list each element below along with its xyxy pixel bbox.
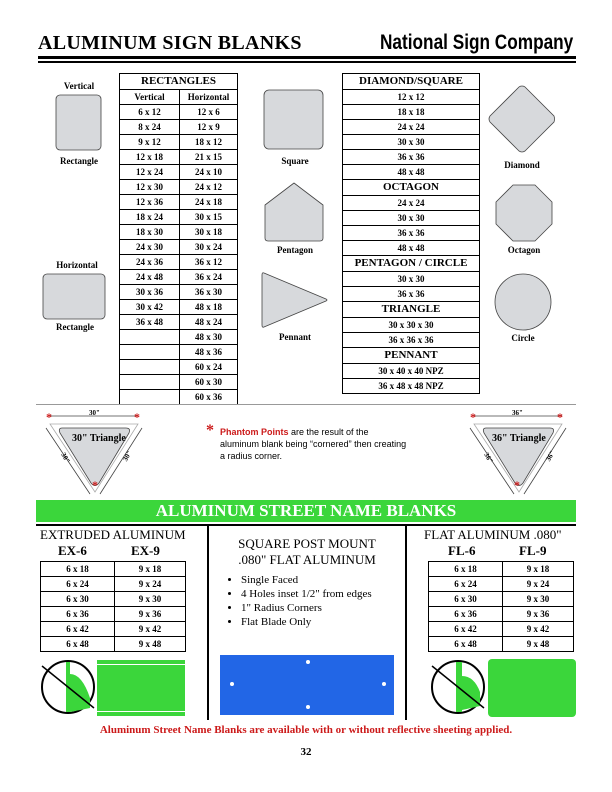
triangle-36-label: 36" Triangle [492, 433, 546, 444]
shape-size: 36 x 36 [343, 226, 480, 241]
size-6: 6 x 36 [41, 607, 115, 622]
table-row [429, 622, 574, 637]
triangle-36-right-dim: 36" [544, 449, 557, 463]
vertical-rectangle-label: Rectangle [60, 156, 98, 166]
table-row [120, 210, 238, 225]
horizontal-rectangle-icon [42, 273, 106, 321]
triangle-30-label: 30" Triangle [72, 433, 126, 444]
horizontal-rectangle-label: Rectangle [56, 322, 94, 332]
group-header-row [343, 302, 480, 318]
flat-profile-icon [430, 658, 486, 716]
table-row [120, 225, 238, 240]
table-row [41, 637, 186, 652]
rectangles-title: RECTANGLES [120, 74, 238, 90]
section-divider [36, 404, 576, 405]
triangle-36-left-dim: 36" [482, 451, 495, 465]
table-row [429, 592, 574, 607]
phantom-point-marker: * [514, 478, 520, 492]
pennant-icon [260, 271, 330, 329]
table-row [120, 285, 238, 300]
table-row [120, 180, 238, 195]
pentagon-icon [262, 181, 326, 243]
page-title: ALUMINUM SIGN BLANKS [38, 32, 302, 54]
table-row [120, 165, 238, 180]
table-row [41, 592, 186, 607]
table-row [41, 562, 186, 577]
vertical-label: Vertical [63, 81, 95, 91]
table-row [343, 318, 480, 333]
extruded-title: EXTRUDED ALUMINUM [40, 527, 186, 542]
horizontal-size: 24 x 18 [180, 195, 238, 210]
horizontal-size: 48 x 18 [180, 300, 238, 315]
horizontal-size: 36 x 30 [180, 285, 238, 300]
size-6: 6 x 48 [41, 637, 115, 652]
horizontal-size: 60 x 36 [180, 390, 238, 405]
octagon-icon [494, 183, 554, 243]
horizontal-size: 60 x 30 [180, 375, 238, 390]
vertical-size: 12 x 24 [120, 165, 180, 180]
vertical-size: 24 x 30 [120, 240, 180, 255]
post-features [225, 574, 405, 630]
diamond-icon [487, 84, 557, 154]
vertical-size: 30 x 36 [120, 285, 180, 300]
table-row [429, 637, 574, 652]
horizontal-size: 30 x 15 [180, 210, 238, 225]
vertical-size: 12 x 30 [120, 180, 180, 195]
table-row [343, 135, 480, 150]
group-header-row [343, 348, 480, 364]
vertical-size: 24 x 48 [120, 270, 180, 285]
vertical-size [120, 375, 180, 390]
post-mount-blank-icon [220, 655, 394, 715]
feature-item: • Flat Blade Only [241, 616, 405, 628]
column-divider [405, 524, 407, 720]
table-row [120, 240, 238, 255]
horizontal-size: 12 x 6 [180, 105, 238, 120]
table-row [343, 120, 480, 135]
phantom-point-marker: * [557, 410, 563, 424]
horizontal-size: 30 x 24 [180, 240, 238, 255]
horizontal-label: Horizontal [56, 260, 98, 270]
table-row [120, 120, 238, 135]
circle-icon [493, 272, 553, 332]
horizontal-size: 21 x 15 [180, 150, 238, 165]
table-row [343, 150, 480, 165]
flat-title: FLAT ALUMINUM .080" [424, 527, 562, 542]
horizontal-size: 48 x 30 [180, 330, 238, 345]
table-row [120, 375, 238, 390]
phantom-text: are the result of the aluminum blank being “cornered” then creating a radius corner. [220, 427, 407, 461]
shape-size: 36 x 36 [343, 150, 480, 165]
size-9: 9 x 48 [115, 637, 186, 652]
shape-size: 24 x 24 [343, 196, 480, 211]
shape-size: 30 x 30 [343, 135, 480, 150]
shape-size: 36 x 36 [343, 287, 480, 302]
table-row [120, 150, 238, 165]
triangle-30-top-dim: 30" [89, 409, 100, 417]
vertical-size: 30 x 42 [120, 300, 180, 315]
table-row [120, 270, 238, 285]
group-header-row [343, 180, 480, 196]
circle-label: Circle [511, 333, 535, 343]
shape-size: 18 x 18 [343, 105, 480, 120]
triangle-36-top-dim: 36" [512, 409, 523, 417]
ex6-header: EX-6 [58, 543, 87, 558]
table-row [343, 364, 480, 379]
shape-size: 48 x 48 [343, 165, 480, 180]
table-row [343, 211, 480, 226]
hole-icon [306, 705, 310, 709]
horizontal-size: 24 x 10 [180, 165, 238, 180]
vertical-size: 6 x 12 [120, 105, 180, 120]
octagon-label: Octagon [507, 245, 541, 255]
shape-size: 24 x 24 [343, 120, 480, 135]
pentagon-label: Pentagon [277, 245, 313, 255]
shape-size: 12 x 12 [343, 90, 480, 105]
col-horizontal: Horizontal [180, 90, 238, 105]
phantom-point-marker: * [470, 410, 476, 424]
size-6: 6 x 18 [429, 562, 503, 577]
banner-text: ALUMINUM STREET NAME BLANKS [155, 501, 457, 520]
vertical-size: 24 x 36 [120, 255, 180, 270]
vertical-rectangle-icon [55, 94, 103, 152]
phantom-asterisk: * [206, 422, 214, 439]
group-header-row [343, 74, 480, 90]
table-row [41, 607, 186, 622]
table-row [343, 165, 480, 180]
size-9: 9 x 42 [503, 622, 574, 637]
hole-icon [382, 682, 386, 686]
horizontal-size: 24 x 12 [180, 180, 238, 195]
feature-item: • 4 Holes inset 1/2" from edges [241, 588, 405, 600]
feature-item: • Single Faced [241, 574, 405, 586]
size-9: 9 x 18 [115, 562, 186, 577]
fl9-header: FL-9 [519, 543, 547, 558]
table-row [429, 607, 574, 622]
phantom-point-marker: * [92, 478, 98, 492]
table-row [343, 272, 480, 287]
table-row [120, 345, 238, 360]
shape-size: 30 x 30 x 30 [343, 318, 480, 333]
flat-blank-icon [488, 659, 576, 717]
shape-size: 36 x 36 x 36 [343, 333, 480, 348]
group-title: PENTAGON / CIRCLE [343, 256, 480, 272]
square-label: Square [281, 156, 309, 166]
size-9: 9 x 36 [503, 607, 574, 622]
size-6: 6 x 24 [429, 577, 503, 592]
vertical-size [120, 345, 180, 360]
flat-table [428, 561, 574, 652]
shape-size: 30 x 30 [343, 272, 480, 287]
column-divider [207, 524, 209, 720]
shape-size: 30 x 30 [343, 211, 480, 226]
post-title-1: SQUARE POST MOUNT [238, 536, 376, 551]
post-title-2: .080" FLAT ALUMINUM [238, 552, 376, 567]
table-row [343, 196, 480, 211]
feature-item: • 1" Radius Corners [241, 602, 405, 614]
phantom-point-marker: * [134, 410, 140, 424]
extruded-profile-icon [40, 658, 96, 716]
horizontal-size: 18 x 12 [180, 135, 238, 150]
size-6: 6 x 30 [41, 592, 115, 607]
fl6-header: FL-6 [448, 543, 476, 558]
size-9: 9 x 30 [503, 592, 574, 607]
size-9: 9 x 42 [115, 622, 186, 637]
group-title: OCTAGON [343, 180, 480, 196]
table-row [120, 255, 238, 270]
size-6: 6 x 36 [429, 607, 503, 622]
horizontal-size: 48 x 36 [180, 345, 238, 360]
group-header-row [343, 256, 480, 272]
size-9: 9 x 48 [503, 637, 574, 652]
shape-size: 48 x 48 [343, 241, 480, 256]
vertical-size: 18 x 30 [120, 225, 180, 240]
table-row [429, 562, 574, 577]
size-6: 6 x 24 [41, 577, 115, 592]
table-row [343, 226, 480, 241]
vertical-size [120, 360, 180, 375]
table-row [343, 287, 480, 302]
vertical-size: 8 x 24 [120, 120, 180, 135]
group-title: TRIANGLE [343, 302, 480, 318]
vertical-size: 18 x 24 [120, 210, 180, 225]
horizontal-size: 30 x 18 [180, 225, 238, 240]
table-row [120, 330, 238, 345]
size-9: 9 x 24 [503, 577, 574, 592]
horizontal-size: 60 x 24 [180, 360, 238, 375]
vertical-size [120, 390, 180, 405]
size-6: 6 x 42 [41, 622, 115, 637]
triangle-30-right-dim: 30" [121, 449, 134, 463]
vertical-size [120, 330, 180, 345]
shape-size: 30 x 40 x 40 NPZ [343, 364, 480, 379]
phantom-point-marker: * [46, 410, 52, 424]
size-9: 9 x 18 [503, 562, 574, 577]
vertical-size: 12 x 18 [120, 150, 180, 165]
extruded-blank-icon [97, 660, 185, 716]
size-9: 9 x 30 [115, 592, 186, 607]
table-row [41, 577, 186, 592]
diamond-label: Diamond [504, 160, 540, 170]
hole-icon [306, 660, 310, 664]
table-row [120, 300, 238, 315]
table-row [120, 360, 238, 375]
table-row [120, 105, 238, 120]
horizontal-size: 48 x 24 [180, 315, 238, 330]
size-6: 6 x 30 [429, 592, 503, 607]
group-title: DIAMOND/SQUARE [343, 74, 480, 90]
group-title: PENNANT [343, 348, 480, 364]
triangle-30-left-dim: 30" [59, 451, 72, 465]
square-icon [263, 89, 325, 151]
table-row [343, 90, 480, 105]
vertical-size: 36 x 48 [120, 315, 180, 330]
table-row [343, 241, 480, 256]
rectangles-table [119, 73, 238, 405]
table-row [343, 379, 480, 394]
table-row [41, 622, 186, 637]
horizontal-size: 12 x 9 [180, 120, 238, 135]
page-number: 32 [300, 746, 312, 758]
table-row [120, 135, 238, 150]
company-name: National Sign Company [380, 31, 574, 54]
street-blanks-banner [36, 500, 576, 522]
table-row [343, 333, 480, 348]
hole-icon [230, 682, 234, 686]
ex9-header: EX-9 [131, 543, 160, 558]
reflective-note: Aluminum Street Name Blanks are available with or without reflective sheeting applied. [99, 724, 513, 736]
vertical-size: 9 x 12 [120, 135, 180, 150]
horizontal-size: 36 x 24 [180, 270, 238, 285]
banner-underline [36, 524, 576, 526]
table-row [120, 195, 238, 210]
size-6: 6 x 18 [41, 562, 115, 577]
horizontal-size: 36 x 12 [180, 255, 238, 270]
size-9: 9 x 24 [115, 577, 186, 592]
shapes-size-table [342, 73, 480, 394]
vertical-size: 12 x 36 [120, 195, 180, 210]
shape-size: 36 x 48 x 48 NPZ [343, 379, 480, 394]
table-row [343, 105, 480, 120]
pennant-label: Pennant [278, 332, 311, 342]
header-rule-thin [38, 61, 576, 63]
size-9: 9 x 36 [115, 607, 186, 622]
phantom-note [220, 426, 410, 462]
size-6: 6 x 42 [429, 622, 503, 637]
col-vertical: Vertical [120, 90, 180, 105]
phantom-title: Phantom Points [220, 427, 289, 437]
header-rule [38, 56, 576, 59]
size-6: 6 x 48 [429, 637, 503, 652]
table-row [429, 577, 574, 592]
extruded-table [40, 561, 186, 652]
table-row [120, 390, 238, 405]
table-row [120, 315, 238, 330]
